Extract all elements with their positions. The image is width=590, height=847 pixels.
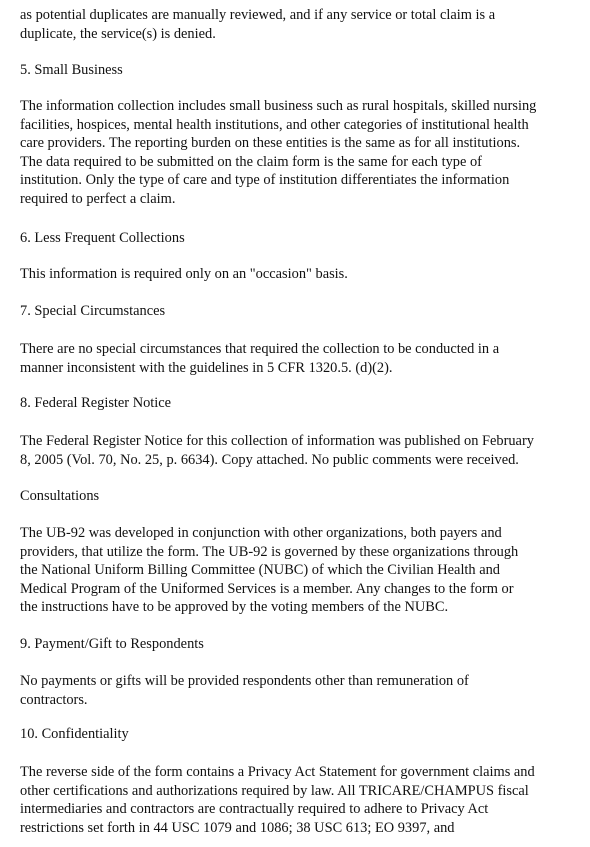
text-line: intermediaries and contractors are contractually required to adhere to Privacy Act [20, 801, 489, 818]
text-line: The data required to be submitted on the claim form is the same for each type of [20, 153, 482, 170]
text-line: care providers. The reporting burden on these entities is the same as for all institutions. [20, 135, 521, 152]
paragraph-special-circumstances [20, 340, 582, 377]
paragraph-small-business [20, 97, 582, 209]
heading-consultations: Consultations [20, 488, 100, 504]
text-line: providers, that utilize the form. The UB-92 is governed by these organizations through [20, 543, 519, 560]
text-line: The UB-92 was developed in conjunction with other organizations, both payers and [20, 525, 502, 541]
text-line: facilities, hospices, mental health institutions, and other categories of institutional health [20, 116, 529, 133]
heading-federal-register: 8. Federal Register Notice [20, 395, 172, 411]
heading-small-business: 5. Small Business [20, 62, 123, 78]
paragraph-confidentiality [20, 763, 582, 837]
paragraph-payment-gift [20, 672, 582, 709]
paragraph-less-frequent [20, 265, 582, 284]
heading-payment-gift: 9. Payment/Gift to Respondents [20, 636, 204, 652]
paragraph-consultations [20, 524, 582, 617]
text-line: the National Uniform Billing Committee (NUBC) of which the Civilian Health and [20, 562, 501, 579]
text-line: The information collection includes small business such as rural hospitals, skilled nursing [20, 98, 537, 114]
paragraph-duplicates [20, 6, 582, 43]
text-line: restrictions set forth in 44 USC 1079 and 1086; 38 USC 613; EO 9397, and [20, 819, 455, 836]
text-line: This information is required only on an "occasion" basis. [20, 266, 348, 282]
text-line: The reverse side of the form contains a Privacy Act Statement for government claims and [20, 764, 535, 780]
text-line: The Federal Register Notice for this collection of information was published on February [20, 433, 534, 449]
heading-confidentiality: 10. Confidentiality [20, 726, 129, 742]
text-line: manner inconsistent with the guidelines in 5 CFR 1320.5. (d)(2). [20, 359, 393, 376]
heading-less-frequent: 6. Less Frequent Collections [20, 230, 185, 246]
text-line: 8, 2005 (Vol. 70, No. 25, p. 6634). Copy attached. No public comments were received. [20, 451, 519, 468]
text-line: duplicate, the service(s) is denied. [20, 25, 216, 42]
text-line: institution. Only the type of care and type of institution differentiates the information [20, 172, 510, 189]
heading-special-circumstances: 7. Special Circumstances [20, 303, 166, 319]
text-line: There are no special circumstances that required the collection to be conducted in a [20, 341, 500, 357]
text-line: other certifications and authorizations required by law. All TRICARE/CHAMPUS fiscal [20, 782, 529, 799]
text-line: the instructions have to be approved by the voting members of the NUBC. [20, 599, 449, 616]
text-line: No payments or gifts will be provided respondents other than remuneration of [20, 673, 469, 689]
text-line: Medical Program of the Uniformed Services is a member. Any changes to the form or [20, 580, 514, 597]
text-line: as potential duplicates are manually reviewed, and if any service or total claim is a [20, 7, 496, 23]
text-line: required to perfect a claim. [20, 190, 176, 207]
text-line: contractors. [20, 691, 88, 708]
paragraph-federal-register [20, 432, 582, 469]
